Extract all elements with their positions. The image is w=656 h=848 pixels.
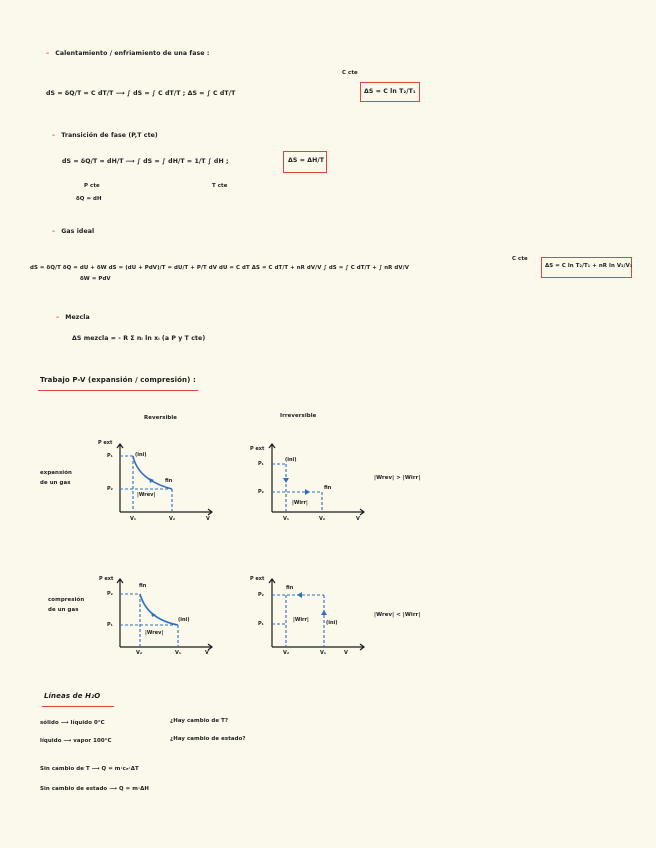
g1-ini: (ini) xyxy=(135,452,147,458)
g4-wirr: |Wirr| xyxy=(293,617,309,623)
heating-note: C cte xyxy=(342,70,358,76)
graph-irreversible-expansion xyxy=(252,440,372,530)
row-expansion-2: de un gas xyxy=(40,480,71,486)
g4-fin: fin xyxy=(286,585,294,591)
gas-note-c: C cte xyxy=(512,256,528,262)
g1-v1: V₁ xyxy=(130,516,137,522)
g3-p2: P₂ xyxy=(107,591,113,597)
graph-irreversible-compression xyxy=(252,575,372,665)
g4-ini: (ini) xyxy=(326,620,338,626)
phase-note-t: T cte xyxy=(212,183,228,189)
gas-note-w: δW = PdV xyxy=(80,276,111,282)
g2-v1: V₁ xyxy=(283,516,290,522)
graph-reversible-expansion xyxy=(100,440,220,530)
g3-p1: P₁ xyxy=(107,622,113,628)
g1-pext: P ext xyxy=(98,440,113,446)
row-expansion-1: expansión xyxy=(40,470,72,476)
g3-pext: P ext xyxy=(99,576,114,582)
g2-p1: P₁ xyxy=(258,461,264,467)
water-title-underline xyxy=(42,706,114,707)
g3-v2: V₂ xyxy=(136,650,143,656)
col-irreversible: Irreversible xyxy=(280,413,317,419)
g3-fin: fin xyxy=(139,583,147,589)
g2-fin: fin xyxy=(324,485,332,491)
work-title-underline xyxy=(38,390,198,391)
gas-result: ΔS = C ln T₂/T₁ + nR ln V₂/V₁ xyxy=(545,263,633,269)
g1-v: V xyxy=(206,516,210,522)
g2-v2: V₂ xyxy=(319,516,326,522)
phase-note-q: δQ = dH xyxy=(76,196,102,202)
heating-equation: dS = δQ/T = C dT/T ⟶ ∫ dS = ∫ C dT/T ; ΔS = ∫ C dT/T xyxy=(46,90,236,97)
g2-pext: P ext xyxy=(250,446,265,452)
phase-result: ΔS = ΔH/T xyxy=(288,157,325,164)
g3-v: V xyxy=(205,650,209,656)
g4-pext: P ext xyxy=(250,576,265,582)
compression-relation: |Wrev| < |Wirr| xyxy=(374,612,421,618)
mix-title: – Mezcla xyxy=(56,314,90,321)
phase-note-p: P cte xyxy=(84,183,100,189)
water-line-4: Sin cambio de estado ⟶ Q = m·ΔH xyxy=(40,786,149,792)
gas-title: – Gas ideal xyxy=(52,228,95,235)
phase-title: – Transición de fase (P,T cte) xyxy=(52,132,158,139)
mix-equation: ΔS mezcla = - R Σ nᵢ ln xᵢ (a P y T cte) xyxy=(72,335,206,342)
g2-p2: P₂ xyxy=(258,489,264,495)
water-line-1b: ¿Hay cambio de T? xyxy=(170,718,229,724)
g2-v: V xyxy=(356,516,360,522)
g4-v2: V₂ xyxy=(283,650,290,656)
graph-reversible-compression xyxy=(100,575,220,665)
phase-equation: dS = δQ/T = dH/T ⟶ ∫ dS = ∫ dH/T = 1/T ∫ dH ; xyxy=(62,158,229,165)
g4-v1: V₁ xyxy=(320,650,327,656)
g4-v: V xyxy=(344,650,348,656)
g2-ini: (ini) xyxy=(285,457,297,463)
water-line-1a: sólido ⟶ líquido 0°C xyxy=(40,720,105,726)
water-title: Líneas de H₂O xyxy=(44,692,101,700)
g3-ini: (ini) xyxy=(178,617,190,623)
g2-wirr: |Wirr| xyxy=(292,500,308,506)
g4-p1: P₁ xyxy=(258,621,264,627)
expansion-relation: |Wrev| > |Wirr| xyxy=(374,475,421,481)
g4-p2: P₂ xyxy=(258,592,264,598)
g3-v1: V₁ xyxy=(175,650,182,656)
heating-result: ΔS = C ln T₂/T₁ xyxy=(364,88,416,95)
g1-fin: fin xyxy=(165,478,173,484)
water-line-2b: ¿Hay cambio de estado? xyxy=(170,736,246,742)
work-title: Trabajo P-V (expansión / compresión) : xyxy=(40,376,196,384)
g1-p2: P₂ xyxy=(107,486,113,492)
water-line-3: Sin cambio de T ⟶ Q = m·cₑ·ΔT xyxy=(40,766,139,772)
row-compression-2: de un gas xyxy=(48,607,79,613)
row-compression-1: compresión xyxy=(48,597,85,603)
g3-wrev: |Wrev| xyxy=(145,630,164,636)
water-line-2a: líquido ⟶ vapor 100°C xyxy=(40,738,112,744)
g1-wrev: |Wrev| xyxy=(137,492,156,498)
g1-p1: P₁ xyxy=(107,453,113,459)
col-reversible: Reversible xyxy=(144,415,178,421)
gas-equation: dS = δQ/T δQ = dU + δW dS = (dU + PdV)/T = dU/T + P/T dV dU = C dT ΔS = C dT/T + nR dV/V ∫ dS = ∫ C dT/T + ∫ nR dV/V xyxy=(30,265,409,271)
g1-v2: V₂ xyxy=(169,516,176,522)
heating-title: – Calentamiento / enfriamiento de una fase : xyxy=(46,50,210,57)
